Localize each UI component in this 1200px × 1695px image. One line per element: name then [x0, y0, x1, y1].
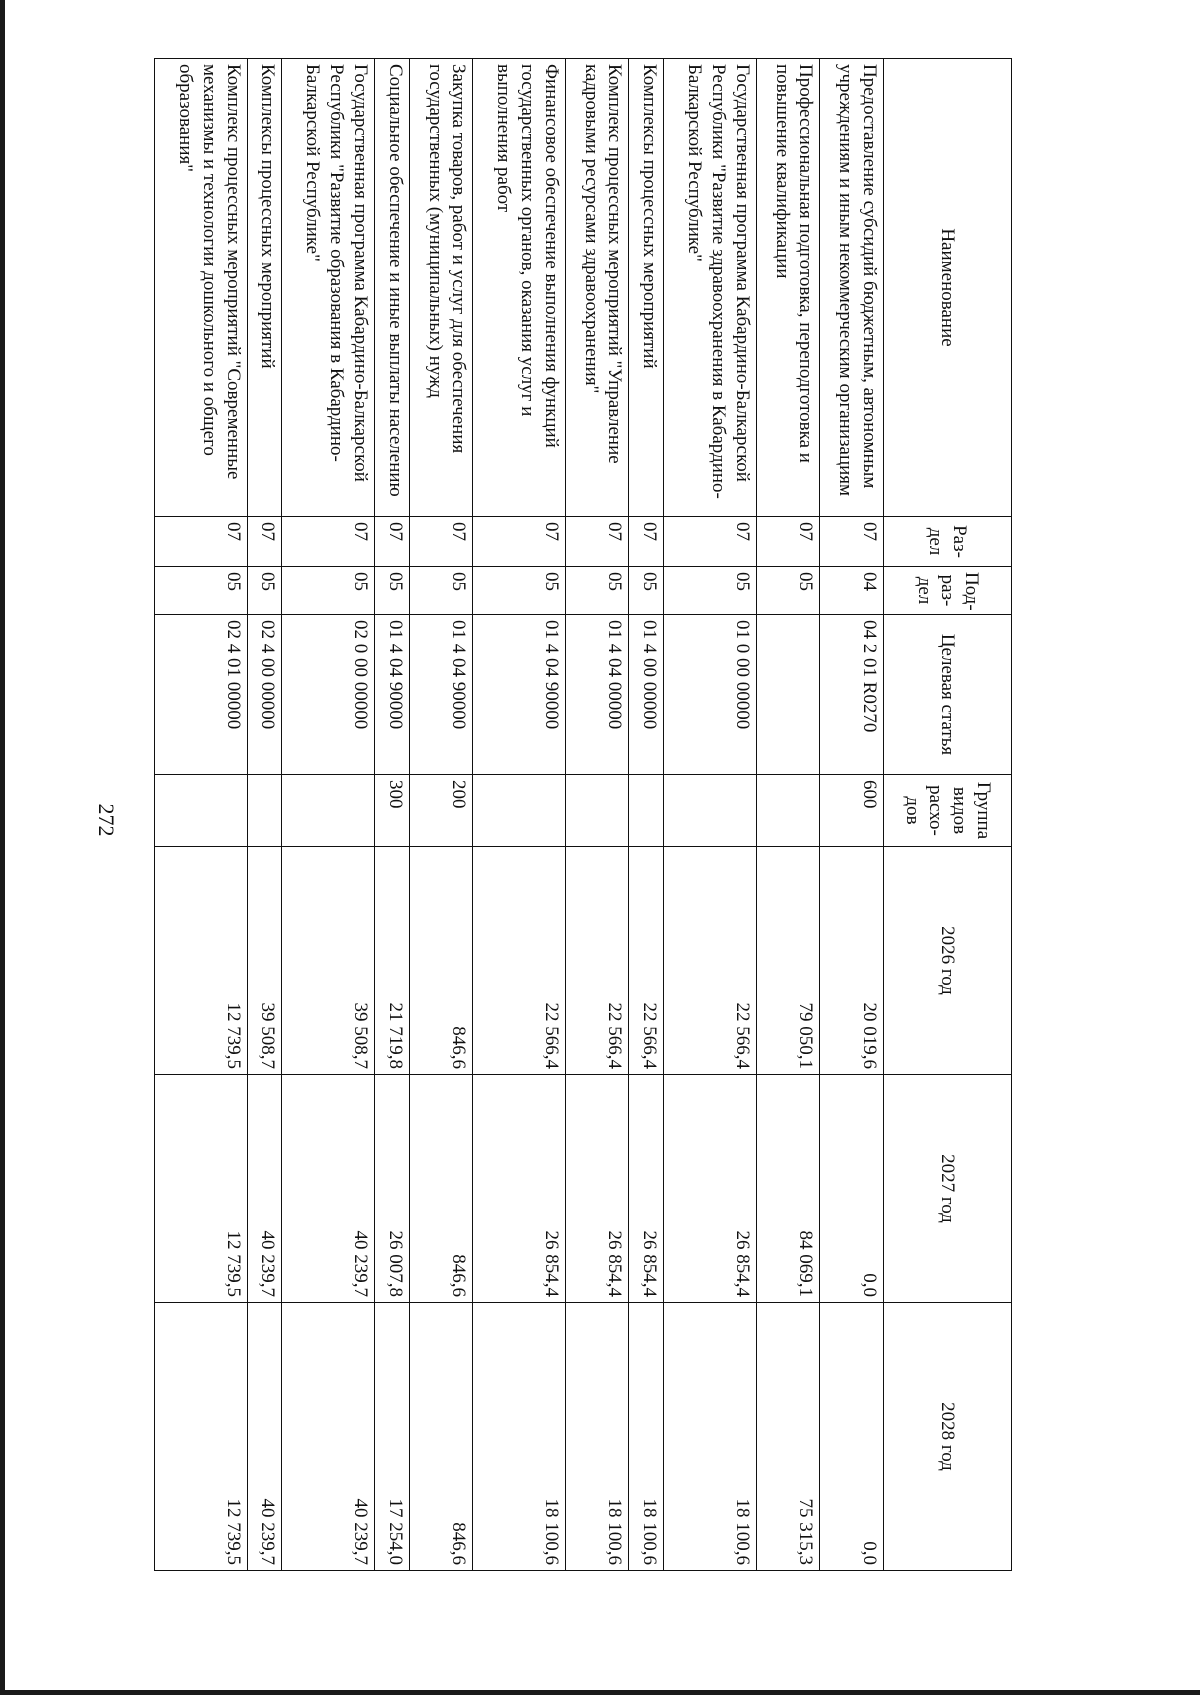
header-name: Наименование: [884, 59, 1012, 517]
cell-target: 02 4 01 00000: [155, 615, 248, 775]
cell-podrazdel: 04: [820, 567, 884, 615]
cell-razdel: 07: [282, 517, 374, 567]
cell-razdel: 07: [473, 517, 565, 567]
cell-target: 02 4 00 00000: [247, 615, 282, 775]
table-row: [374, 59, 409, 1571]
table-row: [565, 59, 629, 1571]
cell-2027: 26 007,8: [374, 1075, 409, 1303]
cell-group: [473, 775, 565, 847]
cell-target: [756, 615, 820, 775]
table-row: [155, 59, 248, 1571]
budget-table: [154, 58, 1012, 1571]
cell-name: Социальное обеспечение и иные выплаты населению: [374, 59, 409, 517]
cell-target: 01 4 04 00000: [565, 615, 629, 775]
cell-name: Комплексы процессных мероприятий: [247, 59, 282, 517]
table-row: [247, 59, 282, 1571]
cell-2027: 0,0: [820, 1075, 884, 1303]
budget-table-container: [154, 58, 1012, 1570]
cell-name: Комплекс процессных мероприятий "Управление кадровыми ресурсами здравоохранения": [565, 59, 629, 517]
cell-target: 01 4 04 90000: [473, 615, 565, 775]
cell-2027: 40 239,7: [282, 1075, 374, 1303]
cell-podrazdel: 05: [629, 567, 664, 615]
table-row: [473, 59, 565, 1571]
table-row: [756, 59, 820, 1571]
cell-target: 02 0 00 00000: [282, 615, 374, 775]
header-group: Группа видов расхо-дов: [884, 775, 1012, 847]
cell-target: 01 4 04 90000: [409, 615, 473, 775]
cell-2026: 22 566,4: [629, 847, 664, 1075]
header-2026: 2026 год: [884, 847, 1012, 1075]
cell-group: [629, 775, 664, 847]
cell-2026: 21 719,8: [374, 847, 409, 1075]
cell-2028: 17 254,0: [374, 1303, 409, 1571]
cell-razdel: 07: [374, 517, 409, 567]
cell-podrazdel: 05: [155, 567, 248, 615]
cell-target: 01 4 04 90000: [374, 615, 409, 775]
cell-2027: 26 854,4: [664, 1075, 756, 1303]
cell-podrazdel: 05: [409, 567, 473, 615]
cell-2027: 26 854,4: [565, 1075, 629, 1303]
header-2028: 2028 год: [884, 1303, 1012, 1571]
cell-name: Комплекс процессных мероприятий "Современные механизмы и технологии дошкольного и общего образования": [155, 59, 248, 517]
scan-edge-bottom: [0, 1690, 1200, 1695]
cell-group: [756, 775, 820, 847]
cell-2026: 22 566,4: [473, 847, 565, 1075]
header-row: [884, 59, 1012, 1571]
header-podrazdel: Под-раз-дел: [884, 567, 1012, 615]
cell-group: 600: [820, 775, 884, 847]
cell-2026: 22 566,4: [565, 847, 629, 1075]
cell-2026: 39 508,7: [282, 847, 374, 1075]
cell-2027: 846,6: [409, 1075, 473, 1303]
cell-group: [247, 775, 282, 847]
cell-name: Закупка товаров, работ и услуг для обеспечения государственных (муниципальных) нужд: [409, 59, 473, 517]
table-row: [629, 59, 664, 1571]
cell-target: 01 0 00 00000: [664, 615, 756, 775]
cell-razdel: 07: [155, 517, 248, 567]
page-number: 272: [94, 803, 119, 837]
cell-razdel: 07: [629, 517, 664, 567]
cell-name: Профессиональная подготовка, переподготовка и повышение квалификации: [756, 59, 820, 517]
table-row: [282, 59, 374, 1571]
table-row: [820, 59, 884, 1571]
cell-target: 01 4 00 00000: [629, 615, 664, 775]
cell-podrazdel: 05: [565, 567, 629, 615]
cell-2026: 12 739,5: [155, 847, 248, 1075]
cell-podrazdel: 05: [247, 567, 282, 615]
cell-2028: 18 100,6: [664, 1303, 756, 1571]
cell-2027: 40 239,7: [247, 1075, 282, 1303]
cell-razdel: 07: [820, 517, 884, 567]
cell-group: [282, 775, 374, 847]
cell-2028: 75 315,3: [756, 1303, 820, 1571]
cell-group: [155, 775, 248, 847]
header-target: Целевая статья: [884, 615, 1012, 775]
cell-group: 200: [409, 775, 473, 847]
cell-2028: 12 739,5: [155, 1303, 248, 1571]
cell-razdel: 07: [409, 517, 473, 567]
cell-2028: 846,6: [409, 1303, 473, 1571]
cell-target: 04 2 01 R0270: [820, 615, 884, 775]
cell-2028: 40 239,7: [282, 1303, 374, 1571]
cell-razdel: 07: [247, 517, 282, 567]
cell-razdel: 07: [565, 517, 629, 567]
cell-razdel: 07: [664, 517, 756, 567]
table-row: [664, 59, 756, 1571]
cell-2026: 846,6: [409, 847, 473, 1075]
cell-group: [565, 775, 629, 847]
cell-name: Государственная программа Кабардино-Балкарской Республики "Развитие здравоохранения в Кабардино-Балкарской Республике": [664, 59, 756, 517]
cell-2028: 40 239,7: [247, 1303, 282, 1571]
cell-2028: 18 100,6: [629, 1303, 664, 1571]
cell-group: 300: [374, 775, 409, 847]
cell-2026: 39 508,7: [247, 847, 282, 1075]
cell-name: Финансовое обеспечение выполнения функций государственных органов, оказания услуг и выполнения работ: [473, 59, 565, 517]
cell-podrazdel: 05: [473, 567, 565, 615]
cell-name: Комплексы процессных мероприятий: [629, 59, 664, 517]
cell-podrazdel: 05: [664, 567, 756, 615]
cell-2028: 18 100,6: [565, 1303, 629, 1571]
table-row: [409, 59, 473, 1571]
cell-2027: 12 739,5: [155, 1075, 248, 1303]
cell-name: Государственная программа Кабардино-Балкарской Республики "Развитие образования в Кабардино-Балкарской Республике": [282, 59, 374, 517]
cell-2027: 84 069,1: [756, 1075, 820, 1303]
cell-name: Предоставление субсидий бюджетным, автономным учреждениям и иным некоммерческим организациям: [820, 59, 884, 517]
cell-2027: 26 854,4: [629, 1075, 664, 1303]
cell-2026: 22 566,4: [664, 847, 756, 1075]
cell-2026: 79 050,1: [756, 847, 820, 1075]
cell-podrazdel: 05: [374, 567, 409, 615]
cell-2027: 26 854,4: [473, 1075, 565, 1303]
cell-group: [664, 775, 756, 847]
cell-podrazdel: 05: [282, 567, 374, 615]
cell-2028: 18 100,6: [473, 1303, 565, 1571]
cell-2028: 0,0: [820, 1303, 884, 1571]
scan-edge-left: [0, 0, 5, 1695]
header-2027: 2027 год: [884, 1075, 1012, 1303]
cell-razdel: 07: [756, 517, 820, 567]
header-razdel: Раз-дел: [884, 517, 1012, 567]
cell-2026: 20 019,6: [820, 847, 884, 1075]
cell-podrazdel: 05: [756, 567, 820, 615]
